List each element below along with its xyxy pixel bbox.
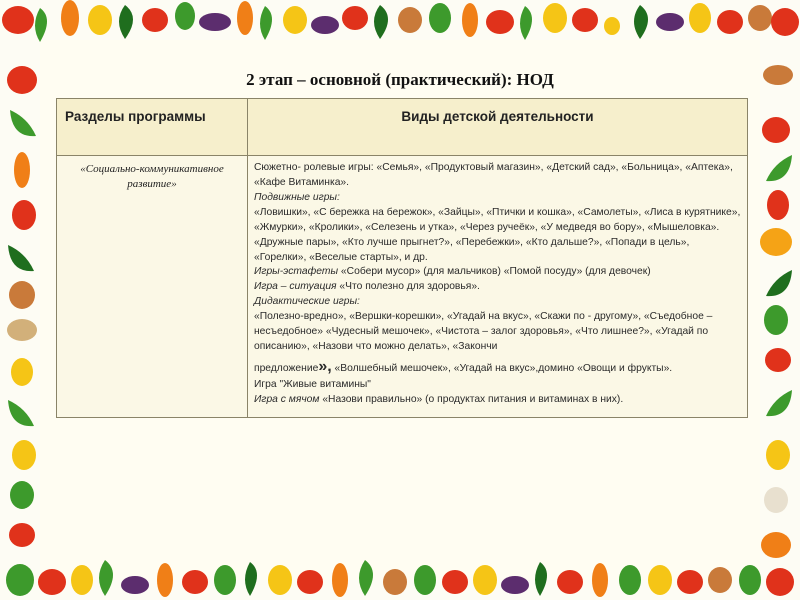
potato-icon: [7, 319, 37, 341]
ball-game-label: Игра с мячом: [254, 394, 320, 406]
eggplant-icon: [656, 13, 684, 31]
didactic-games-text: «Полезно-вредно», «Вершки-корешки», «Угадай на вкус», «Скажи по - другому», «Съедобное – несъедобное» «Чудесный мешочек», «Чистота – залог здоровья», «Что лишнее?», «Угадай по описанию», «Назови что можно делать», «Закончи: [254, 311, 713, 353]
table-header-row: [57, 99, 747, 156]
pepper-icon: [11, 358, 33, 386]
tomato-icon: [486, 10, 514, 34]
pepper-icon: [543, 3, 567, 33]
pepper-icon: [689, 3, 711, 33]
leaf-icon: [766, 390, 792, 416]
leaf-icon: [8, 400, 34, 426]
pepper-icon: [175, 2, 195, 30]
section-cell: [57, 156, 248, 417]
tomato-icon: [9, 523, 35, 547]
outdoor-games-label: Подвижные игры:: [254, 191, 340, 203]
pepper-icon: [10, 481, 34, 509]
header-activity-types: Виды детской деятельности: [401, 109, 594, 124]
activities-text: [248, 156, 747, 417]
tomato-icon: [766, 568, 794, 596]
table-row: [57, 156, 747, 417]
didactic-games-rest: «Волшебный мешочек», «Угадай на вкус»,домино «Овощи и фрукты».: [331, 362, 673, 374]
didactic-games-label: Дидактические игры:: [254, 296, 360, 308]
header-program-sections: Разделы программы: [57, 99, 248, 155]
carrot-icon: [14, 152, 30, 188]
pumpkin-icon: [760, 228, 792, 256]
leaf-icon: [119, 5, 133, 39]
leaf-icon: [766, 155, 792, 181]
leaf-icon: [35, 8, 47, 42]
relay-games-label: Игры-эстафеты: [254, 266, 339, 278]
carrot-icon: [61, 0, 79, 36]
leaf-icon: [10, 110, 36, 136]
situation-game-text: «Что полезно для здоровья».: [336, 281, 480, 293]
left-border-vegetables: [7, 66, 37, 547]
pepper-icon: [767, 190, 789, 220]
situation-game-label: Игра – ситуация: [254, 281, 337, 293]
carrot-icon: [237, 1, 253, 35]
activities-cell: [248, 156, 747, 417]
closing-quote-mark: »,: [318, 357, 332, 375]
leaf-icon: [766, 270, 792, 296]
tomato-icon: [717, 10, 743, 34]
pepper-icon: [429, 3, 451, 33]
eggplant-icon: [199, 13, 231, 31]
pepper-icon: [12, 440, 36, 470]
leaf-icon: [634, 5, 648, 39]
onion-icon: [9, 281, 35, 309]
pepper-icon: [766, 440, 790, 470]
sentence-word: предложение: [254, 362, 319, 374]
pumpkin-icon: [761, 532, 791, 558]
leaf-icon: [8, 245, 34, 271]
pepper-icon: [88, 5, 112, 35]
didactic-games-continued: [254, 355, 741, 378]
leaf-icon: [260, 6, 272, 40]
pepper-icon: [6, 564, 34, 596]
relay-games-text: «Собери мусор» (для мальчиков) «Помой посуду» (для девочек): [338, 266, 651, 278]
leaf-icon: [520, 6, 532, 40]
ball-game-line: [254, 393, 741, 408]
situation-game-line: [254, 280, 741, 295]
vitamins-game-text: Игра "Живые витамины": [254, 379, 371, 391]
relay-games-line: [254, 265, 741, 280]
role-games-text: Сюжетно- ролевые игры: «Семья», «Продуктовый магазин», «Детский сад», «Больница», «Аптека», «Кафе Витаминка».: [254, 162, 733, 188]
tomato-icon: [771, 8, 799, 36]
tomato-icon: [765, 348, 791, 372]
onion-icon: [748, 5, 772, 31]
right-border-vegetables: [760, 65, 793, 558]
pepper-icon: [12, 200, 36, 230]
tomato-icon: [572, 8, 598, 32]
top-border-vegetables: [2, 0, 799, 42]
program-table: [56, 98, 748, 418]
eggplant-icon: [311, 16, 339, 34]
onion-icon: [398, 7, 422, 33]
pepper-icon: [283, 6, 307, 34]
tomato-icon: [2, 6, 34, 34]
onion-icon: [764, 487, 788, 513]
pepper-icon: [764, 305, 788, 335]
leaf-icon: [374, 5, 388, 39]
section-name: «Социально-коммуникативное развитие»: [80, 163, 224, 190]
tomato-icon: [142, 8, 168, 32]
tomato-icon: [342, 6, 368, 30]
ball-game-text: «Назови правильно» (о продуктах питания и витаминах в них).: [319, 394, 624, 406]
outdoor-games-text: «Ловишки», «С бережка на бережок», «Зайцы», «Птички и кошка», «Самолеты», «Лиса в курятнике», «Жмурки», «Кролики», «Селезень и утка», «Через ручеёк», «У медведя во бору», «Мышеловка». «Дружные пары», «Кто лучше прыгнет?», «Перебежки», «Кто дальше?», «Попади в цель», «Горелки», «Веселые старты», и др.: [254, 206, 741, 263]
carrot-icon: [462, 3, 478, 37]
page-title: 2 этап – основной (практический): НОД: [246, 70, 554, 89]
tomato-icon: [762, 117, 790, 143]
pepper-icon: [604, 17, 620, 35]
